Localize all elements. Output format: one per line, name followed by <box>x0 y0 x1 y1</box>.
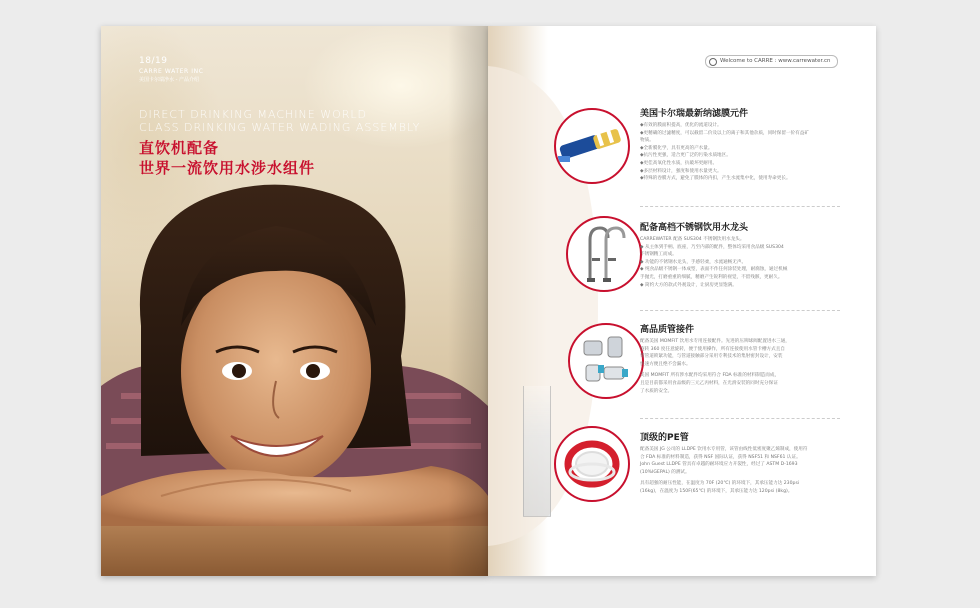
section-divider <box>640 206 840 207</box>
body-line: ◆更佳高氧化性水质，抗破坏更耐用。 <box>640 160 718 166</box>
section-title: 美国卡尔瑞最新纳滤膜元件 <box>640 109 749 119</box>
body-line: 配备美国 MOMFIT 饮用水专用连接配件。先进的压铆球阀配置进水三通， <box>640 339 790 344</box>
section-title: 高品质管接件 <box>640 325 695 335</box>
body-line: ◆抗污性更强，适合更广泛的污染水质地区。 <box>640 153 731 159</box>
body-line: ◆特殊的卷膜方式，避免了膜体的内扣，产生水流集中化，使用寿命更长。 <box>640 176 791 182</box>
faucet-icon <box>568 218 640 290</box>
pe-tube-icon <box>556 428 628 500</box>
body-line: ◆全新膜化学，具有更高的产水量。 <box>640 145 713 151</box>
right-page <box>488 26 876 576</box>
section-pe-tube <box>640 430 840 496</box>
body-line: ◆ 简约大方的款式外观设计，让厨房更显饱满。 <box>640 282 737 288</box>
body-line: 手抛光，打磨重重的细腻，精磨产生锐利的视觉，不留残骸，更耐久。 <box>640 274 783 280</box>
body-line: 且是目前都采用食品级的三元乙丙材料，在光滑安装的同时充分保证 <box>640 380 778 386</box>
english-headline <box>139 108 420 134</box>
section-title: 配备高档不锈钢饮用水龙头 <box>640 223 749 233</box>
section-body <box>640 446 840 496</box>
body-line: 旋转 360 度任意旋转，便于使用操作，所有连接使用水管卡槽方式且自 <box>640 346 785 352</box>
body-line: CARREWATER 配备 SUS304 不锈钢饮用水龙头。 <box>640 237 745 242</box>
section-prefix: 美国卡尔瑞净水 - <box>139 77 179 83</box>
body-line: (16kg)，在温度为 150F(65℃) 的环境下，其承压能力达 120psi (8kg)。 <box>640 488 793 494</box>
body-line: ◆更精确的过滤精度，可以截留二价及以上的离子和其他杂质，同时保留一价有益矿 <box>640 130 809 136</box>
section-filter-membrane <box>640 106 840 183</box>
section-faucet <box>640 220 840 289</box>
section-divider <box>640 418 840 419</box>
body-line: 具有超强的耐压性能，在温度为 70F (20℃) 的环境下，其承压能力达 230psi <box>640 481 800 487</box>
body-line: 合 FDA 标准的材料制造，获得 NSF 国际认证，获得 NSF51 和 NSF61 认证。 <box>640 454 801 460</box>
chinese-headline-line-1: 直饮机配备 <box>139 139 220 157</box>
body-line: John Guest LLDPE 管具有卓越的耐环境应力开裂性，经过了 ASTM D-1693 <box>640 462 798 468</box>
filter-membrane-image <box>554 108 630 184</box>
chinese-headline <box>139 138 315 178</box>
page-gutter-shadow <box>448 26 488 576</box>
body-line: ◆ 从主体到手柄、底座，乃至内部的配件，整体均采用食品级 SUS304 <box>640 244 784 250</box>
website-badge <box>705 55 838 68</box>
left-page <box>101 26 488 576</box>
pe-tube-image <box>554 426 630 502</box>
body-line: 配备美国 JG 公司的 LLDPE 饮用水专用管，该管由线性低密度聚乙烯制成，使用符 <box>640 447 808 452</box>
body-line: ◆多层材料设计，强度和使用水量更大。 <box>640 168 722 174</box>
section-label <box>139 76 199 83</box>
section-body <box>640 236 840 289</box>
section-divider <box>640 310 840 311</box>
chinese-headline-line-2: 世界一流饮用水涉水组件 <box>139 159 316 177</box>
body-line: (10%IGEPAL) 的测试。 <box>640 469 690 475</box>
section-pipe-fittings <box>640 322 840 395</box>
body-line: 美国 MOMFIT 所有涉水配件均采用符合 FDA 标准的材料制造而成， <box>640 373 780 379</box>
body-line: ◆ 功能的不锈钢水龙头，手感轻柔，水流通畅无声。 <box>640 259 747 265</box>
section-name: 产品介绍 <box>178 77 199 83</box>
globe-icon <box>709 58 717 66</box>
page-number: 18/19 <box>139 56 168 66</box>
body-line: 带管道锁紧功能，与管道接触部分采用专利技术的集射密封设计，安装 <box>640 354 783 360</box>
pipe-fittings-image <box>568 323 644 399</box>
section-body <box>640 122 840 183</box>
faucet-image <box>566 216 642 292</box>
body-line: ◆ 纯食品级不锈钢一体成型，表面不作任何涂装处理，耐腐蚀，通过机械 <box>640 267 788 273</box>
english-headline-line-1: DIRECT DRINKING MACHINE WORLD <box>139 108 367 121</box>
body-line: 快速方便且绝不会漏水。 <box>640 361 691 367</box>
body-line: 物质。 <box>640 138 654 144</box>
section-body <box>640 338 840 395</box>
body-line: 不锈钢精工而成。 <box>640 252 677 258</box>
water-glass-image <box>523 386 551 517</box>
pipe-fittings-icon <box>570 325 642 397</box>
filter-membrane-icon <box>556 110 628 182</box>
body-line: ◆有效的膜面积提高，优化的流道设计。 <box>640 123 722 128</box>
website-text: Welcome to CARRE : www.carrewater.cn <box>720 58 831 64</box>
section-title: 顶级的PE管 <box>640 433 689 443</box>
body-line: 了水质的安全。 <box>640 388 673 394</box>
english-headline-line-2: CLASS DRINKING WATER WADING ASSEMBLY <box>139 121 421 134</box>
company-name: CARRE WATER INC <box>139 68 204 75</box>
